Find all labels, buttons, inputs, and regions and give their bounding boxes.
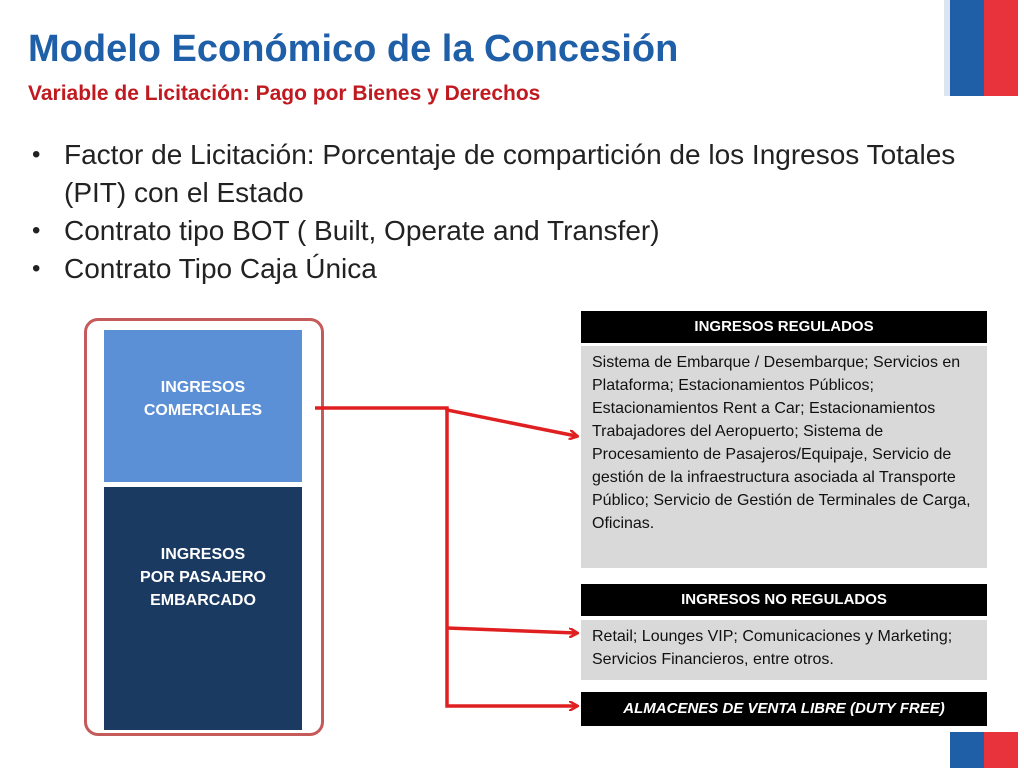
bullet-dot-icon: • (32, 141, 41, 168)
connector-arrow-group (315, 408, 576, 706)
connector-to-regulados (447, 408, 576, 436)
connector-main-line (315, 408, 576, 706)
bullet-text: Contrato tipo BOT ( Built, Operate and Transfer) (64, 215, 660, 246)
bullet-dot-icon: • (32, 217, 41, 244)
ingresos-regulados-header: INGRESOS REGULADOS (581, 311, 987, 343)
page-subtitle: Variable de Licitación: Pago por Bienes y Derechos (28, 82, 541, 105)
ingresos-no-regulados-text: Retail; Lounges VIP; Comunicaciones y Marketing; Servicios Financieros, entre otros. (581, 620, 987, 680)
box-ingresos-comerciales-label: INGRESOS COMERCIALES (143, 379, 263, 419)
connector-to-no-regulados (447, 628, 576, 633)
page-title: Modelo Económico de la Concesión (28, 28, 679, 70)
bullet-dot-icon: • (32, 255, 41, 282)
bullet-text: Factor de Licitación: Porcentaje de compartición de los Ingresos Totales (PIT) con el Estado (64, 139, 956, 208)
ingresos-regulados-text: Sistema de Embarque / Desembarque; Servicios en Plataforma; Estacionamientos Públicos; Estacionamientos Rent a Car; Estacionamientos Trabajadores del Aeropuerto; Sistema de Procesamiento de Pasajeros/Equipaje, Servicio de gestión de la infraestructura asociada al Transporte Público; Servicio de Gestión de Terminales de Carga, Oficinas. (581, 346, 987, 568)
bullet-text: Contrato Tipo Caja Única (64, 253, 377, 284)
duty-free-header: ALMACENES DE VENTA LIBRE (DUTY FREE) (581, 692, 987, 726)
ingresos-no-regulados-header: INGRESOS NO REGULADOS (581, 584, 987, 616)
box-ingresos-pasajero-label: INGRESOS POR PASAJERO EMBARCADO (140, 546, 266, 609)
